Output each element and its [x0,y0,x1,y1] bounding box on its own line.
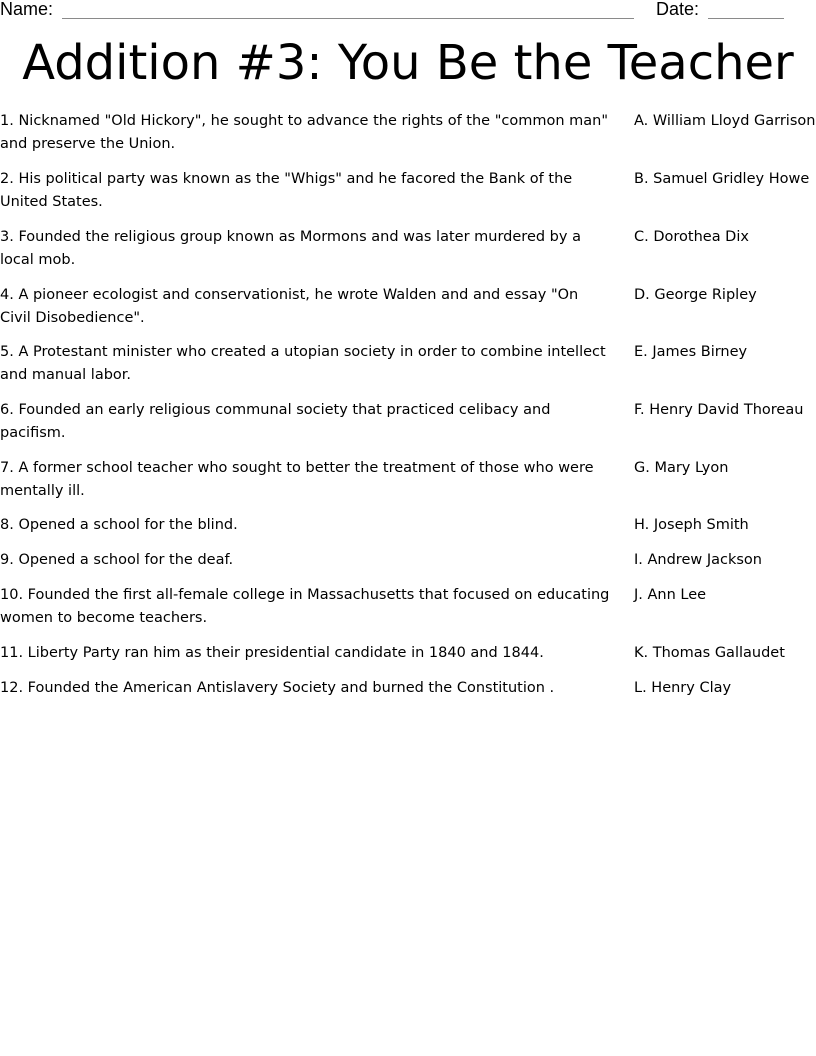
answer-option: H. Joseph Smith [634,517,749,533]
answer-option: B. Samuel Gridley Howe [634,171,810,187]
clue-text: 1. Nicknamed "Old Hickory", he sought to advance the rights of the "common man" and preserve the Union. [0,113,609,152]
clue-text: 3. Founded the religious group known as Mormons and was later murdered by a local mob. [0,229,581,268]
clue-text: 9. Opened a school for the deaf. [0,552,234,568]
clue-text: 6. Founded an early religious communal society that practiced celibacy and pacifism. [0,402,551,441]
clue-text: 12. Founded the American Antislavery Society and burned the Constitution . [0,680,555,696]
answer-option: F. Henry David Thoreau [634,402,804,418]
clue-text: 4. A pioneer ecologist and conservationist, he wrote Walden and and essay "On Civil Disobedience". [0,287,579,326]
answer-option: D. George Ripley [634,287,757,303]
name-date-header [0,0,816,28]
name-field[interactable] [62,18,634,19]
clue-text: 10. Founded the first all-female college in Massachusetts that focused on educating women to become teachers. [0,587,610,626]
clue-text: 8. Opened a school for the blind. [0,517,238,533]
answer-option: I. Andrew Jackson [634,552,762,568]
clue-text: 7. A former school teacher who sought to better the treatment of those who were mentally ill. [0,460,594,499]
answer-option: E. James Birney [634,344,748,360]
worksheet-title: Addition #3: You Be the Teacher [22,35,794,91]
date-label: Date: [656,0,700,19]
answer-option: K. Thomas Gallaudet [634,645,785,661]
answer-option: L. Henry Clay [634,680,732,696]
name-label: Name: [0,0,54,19]
clue-text: 11. Liberty Party ran him as their presidential candidate in 1840 and 1844. [0,645,544,661]
answer-option: A. William Lloyd Garrison [634,113,816,129]
date-field[interactable] [708,18,784,19]
answer-option: G. Mary Lyon [634,460,729,476]
clue-text: 2. His political party was known as the "Whigs" and he facored the Bank of the United States. [0,171,573,210]
answer-option: J. Ann Lee [634,587,707,603]
clue-text: 5. A Protestant minister who created a utopian society in order to combine intellect and manual labor. [0,344,606,383]
answer-option: C. Dorothea Dix [634,229,749,245]
